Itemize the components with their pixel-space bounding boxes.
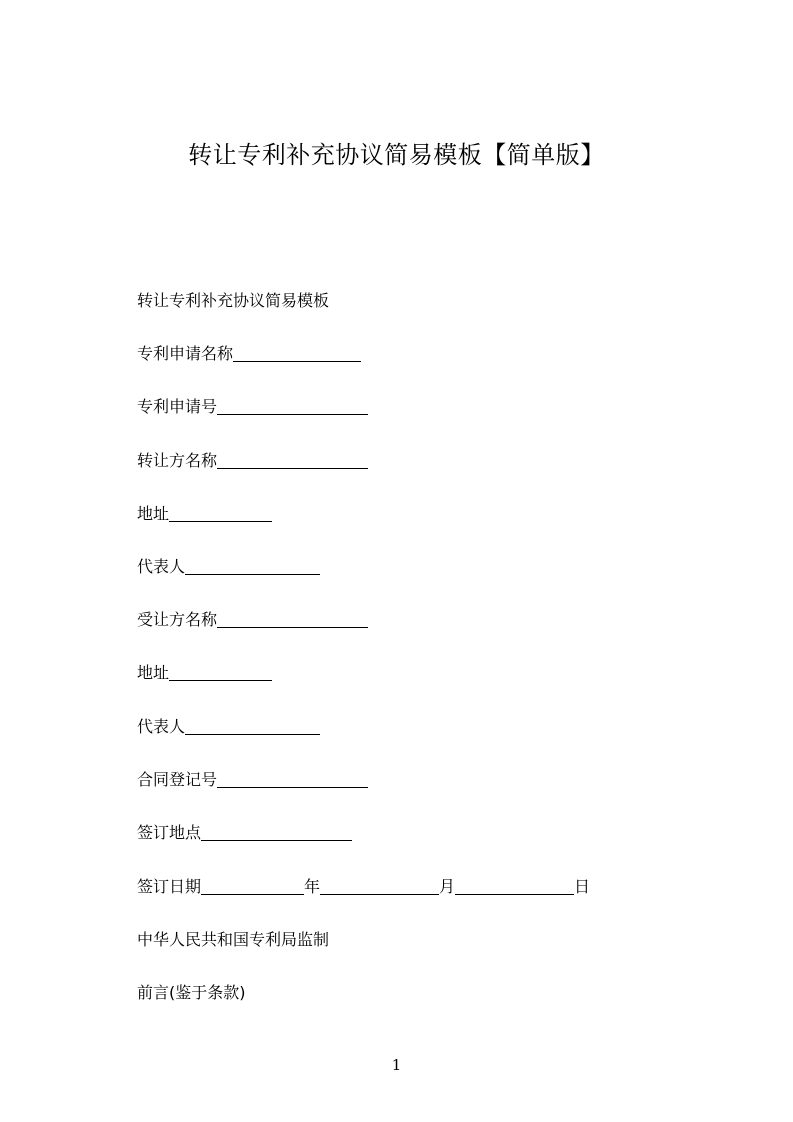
blank-line bbox=[217, 610, 368, 628]
field-label: 签订日期 bbox=[137, 877, 202, 896]
supervisor-text: 中华人民共和国专利局监制 bbox=[137, 930, 330, 949]
blank-line bbox=[233, 344, 361, 362]
month-label: 月 bbox=[439, 877, 456, 896]
field-label: 地址 bbox=[137, 504, 170, 523]
blank-line bbox=[217, 770, 368, 788]
subtitle-text: 转让专利补充协议简易模板 bbox=[137, 291, 330, 310]
field-assignor-name bbox=[137, 450, 368, 472]
field-assignee-representative bbox=[137, 716, 320, 738]
field-label: 受让方名称 bbox=[137, 610, 218, 629]
supervisor-line bbox=[137, 929, 329, 951]
blank-line bbox=[201, 877, 304, 895]
blank-line bbox=[169, 663, 272, 681]
blank-line bbox=[217, 451, 368, 469]
page-title: 转让专利补充协议简易模板【简单版】 bbox=[188, 141, 605, 169]
field-label: 专利申请号 bbox=[137, 397, 218, 416]
blank-line bbox=[455, 877, 574, 895]
document-subtitle bbox=[137, 290, 329, 312]
blank-line bbox=[185, 717, 320, 735]
blank-line bbox=[185, 557, 320, 575]
field-assignee-name bbox=[137, 609, 368, 631]
field-signing-place bbox=[137, 822, 352, 844]
blank-line bbox=[201, 823, 352, 841]
preamble-text: 前言(鉴于条款) bbox=[137, 983, 246, 1002]
field-assignor-representative bbox=[137, 556, 320, 578]
field-patent-name bbox=[137, 343, 361, 365]
blank-line bbox=[217, 397, 368, 415]
field-label: 地址 bbox=[137, 663, 170, 682]
field-label: 专利申请名称 bbox=[137, 344, 234, 363]
day-label: 日 bbox=[574, 877, 591, 896]
preamble-line bbox=[137, 982, 246, 1004]
blank-line bbox=[320, 877, 439, 895]
field-label: 代表人 bbox=[137, 557, 186, 576]
field-signing-date bbox=[137, 876, 590, 898]
field-patent-number bbox=[137, 396, 368, 418]
field-assignor-address bbox=[137, 503, 272, 525]
page-number: 1 bbox=[391, 1056, 402, 1074]
field-label: 合同登记号 bbox=[137, 770, 218, 789]
field-assignee-address bbox=[137, 662, 272, 684]
field-label: 代表人 bbox=[137, 717, 186, 736]
field-label: 转让方名称 bbox=[137, 451, 218, 470]
blank-line bbox=[169, 504, 272, 522]
year-label: 年 bbox=[304, 877, 321, 896]
field-label: 签订地点 bbox=[137, 823, 202, 842]
field-contract-registration-number bbox=[137, 769, 368, 791]
